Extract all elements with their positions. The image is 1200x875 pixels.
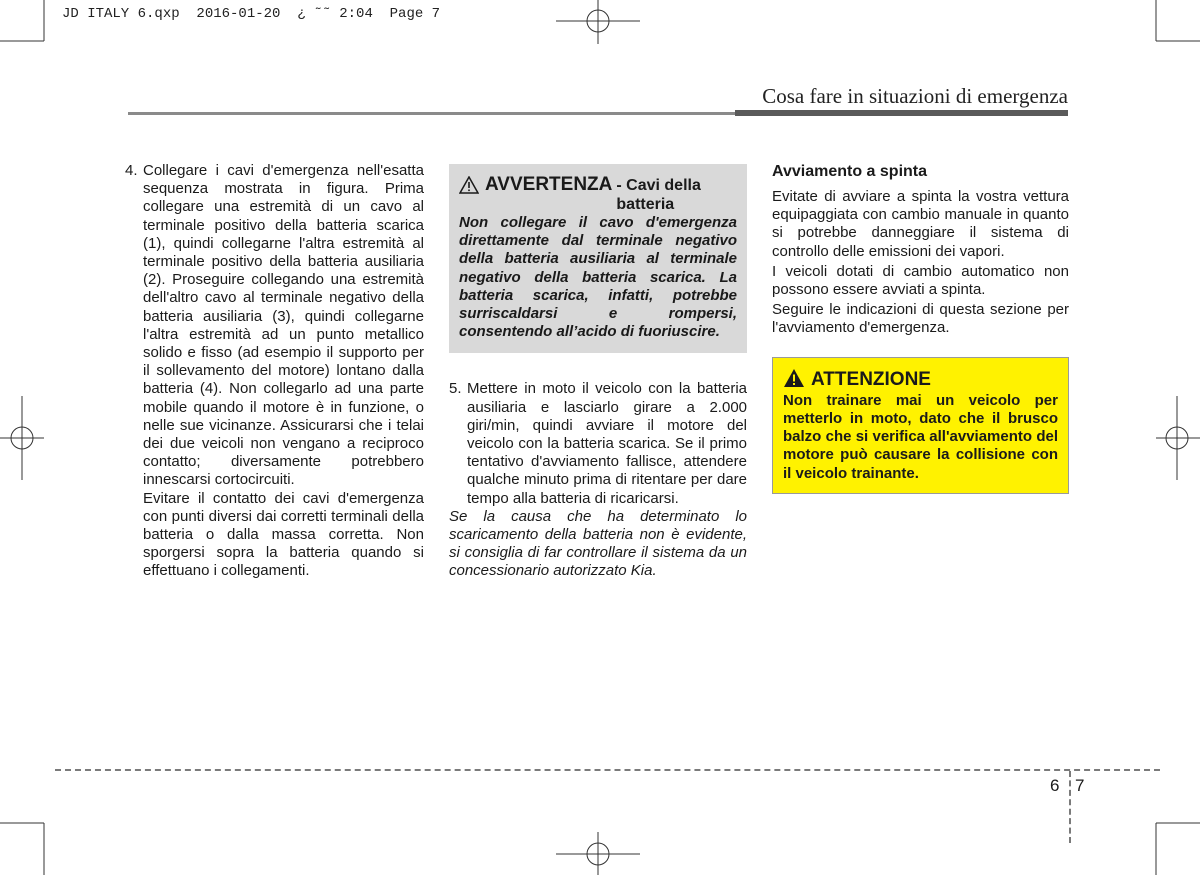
crosshair-left-icon xyxy=(0,396,44,480)
page-number-separator xyxy=(1069,771,1071,843)
paragraph: Seguire le indicazioni di questa sezione per l'avviamento d'emergenza. xyxy=(772,301,1069,337)
caution-box xyxy=(772,357,1069,494)
column-left xyxy=(125,162,424,581)
footer-rule xyxy=(55,769,1160,771)
column-middle xyxy=(449,164,747,581)
column-right xyxy=(772,162,1069,494)
warning-triangle-icon xyxy=(459,174,485,199)
crosshair-top-icon xyxy=(556,0,640,44)
section-heading: Avviamento a spinta xyxy=(772,163,928,180)
caution-text: Non trainare mai un veicolo per metterlo in moto, dato che il brusco balzo che si verifica all'avviamento del motore può causare la collisione con il veicolo trainante. xyxy=(783,391,1058,482)
paragraph: Evitate di avviare a spinta la vostra vettura equipaggiata con cambio manuale in quanto si potrebbe danneggiare il sistema di controllo delle emissioni dei vapori. xyxy=(772,188,1069,260)
section-title: Cosa fare in situazioni di emergenza xyxy=(762,84,1068,108)
warning-triangle-icon xyxy=(783,368,811,392)
item-number: 4. xyxy=(125,162,138,179)
chapter-number: 6 xyxy=(1050,776,1060,795)
item-number: 5. xyxy=(449,380,462,398)
warning-subtitle: - Cavi della batteria xyxy=(616,177,701,213)
print-slug: JD ITALY 6.qxp 2016-01-20 ¿ ˜˜ 2:04 Page 7 xyxy=(62,6,441,22)
item-text-continued: Evitare il contatto dei cavi d'emergenza con punti diversi dai corretti terminali della batteria o dalla massa corretta. Non sporgersi sopra la batteria quando si effettuano i collegamenti. xyxy=(143,489,424,580)
crosshair-right-icon xyxy=(1156,396,1200,480)
item-text: Mettere in moto il veicolo con la batteria ausiliaria e lasciarlo girare a 2.000 giri/min, quindi avviare il motore del veicolo con la batteria scarica. Se il primo tentativo d'avviamento fallisce, attendere qualche minuto prima di ritentare per dare tempo alla batteria di ricaricarsi. xyxy=(467,380,747,507)
page-number: 7 xyxy=(1075,776,1085,795)
warning-title: AVVERTENZA xyxy=(485,174,613,195)
header-rule-accent xyxy=(735,110,1068,116)
warning-text: Non collegare il cavo d'emergenza direttamente dal terminale negativo della batteria ausiliaria al terminale negativo della batteria scarica. La batteria scarica, infatti, potrebbe surriscaldarsi e rompersi, consentendo all’acido di fuoriuscire. xyxy=(459,214,737,341)
warning-box xyxy=(449,164,747,353)
warning-header xyxy=(459,174,737,214)
list-item-5 xyxy=(449,380,747,507)
caution-header xyxy=(783,368,1058,392)
paragraph: I veicoli dotati di cambio automatico non possono essere avviati a spinta. xyxy=(772,262,1069,299)
caution-title: ATTENZIONE xyxy=(811,368,931,390)
item-text: Collegare i cavi d'emergenza nell'esatta sequenza mostrata in figura. Prima collegare una estremità di un cavo al terminale positivo della batteria scarica (1), quindi collegarne l'altra estremità al terminale positivo della batteria ausiliaria (2). Proseguire collegando una estremità dell'altro cavo al terminale negativo della batteria ausiliaria (3), quindi collegarne l'altra estremità ad un punto metallico solido e fisso (ad esempio il supporto per il sollevamento del motore) lontano dalla batteria (4). Non collegarlo ad una parte mobile quando il motore è in funzione, o nelle sue vicinanze. Assicurarsi che i telai dei due veicoli non vengano a reciproco contatto; diversamente potrebbero innescarsi cortocircuiti. xyxy=(143,162,424,489)
list-item-4 xyxy=(125,162,424,490)
crosshair-bottom-icon xyxy=(556,832,640,875)
note-text: Se la causa che ha determinato lo scaricamento della batteria non è evidente, si consiglia di far controllare il sistema da un concessionario autorizzato Kia. xyxy=(449,507,747,580)
